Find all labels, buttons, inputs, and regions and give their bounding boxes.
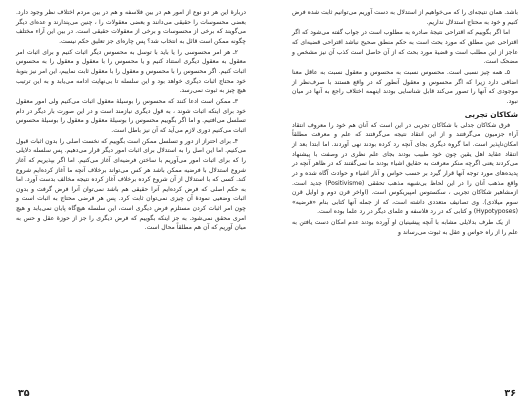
paragraph: ۵ـ همه چیز نسبی است. محسوس نسبت به محسوس و معقول نسبت به عاقل معنا اضافی دارد زیرا که اگر محسوس و معقول آنطور که در واقع هستند با صرف‌نظر از موجودی که آنها را تصور می‌کند قابل شناسایی بودند اینهمه اختلاف راجع به آنها در میان نبود. <box>292 68 518 105</box>
paragraph: ۳ـ ممکن است ادعا کنند که محسوس را بوسیلهٔ معقول اثبات می‌کنیم ولی امور معقول خود برای اینکه اثبات شوند ، به قول دیگری نیازمند است و در این صورت بار دیگر در دام تسلسل می‌افتیم. و اما اگر بگوییم محسوس را بوسیلهٔ معقول و معقول را بوسیلهٔ محسوس اثبات می‌کنیم دوری لازم می‌آید که آن نیز باطل است. <box>16 97 246 134</box>
section-heading: شکاکان تجربی <box>464 109 518 119</box>
paragraph: فرق شکاکان جدلی با شکاکان تجربی در این است که آنان هم خود را معروف انتقاد آراء جزمیون می‌گرفتند و از این انتقاد نتیجه می‌گرفتند که علم و معرفت مطلقاً امکان‌ناپذیر است. اما گروه دیگری بجای آنچه رد کرده بودند نهی آوردند. اما ابتدا بعد از انتقاد عقاید اهل یقین چون خود طبیب بودند بجای علم نظری در وصفت با پیشنهاد می‌کردند یعنی اگرچه منکر معرفت به حقایق اشیاء بودند ما نمی‌گفتند که در ظاهر آنچه در پدیده‌های مورد توجه آنها قرار گیرد بر حسب حواس و آنار اشیاء و حوادث آگاه شده و در واقع مذهب آنان را در این لحاظ بی‌شبهه مذهب تحققی (Positivisme) جدید است. ازمشاهیر شکاکان تجربی ، سکستوس امپیریکوس است. (اواخر قرن دوم و اوایل قرن سوم میلادی). وی تصانیف متعددی داشته است، که از جمله آنها کتابی بنام «فرضیه» (Hypotyposes) و کتابی که در رد فلاسفه و علمای دیگر در رد علما بوده است. <box>292 121 518 216</box>
paragraph: اما اگر بگوییم که اقتراحی نتیجهٔ صادره به مطلوب است در جواب گفته می‌شود که اگر اقتراحی عین مطلق که مورد بحث است به حکم منطق صحیح نباشد اقتراحی قضیه‌ای که عاجز از این مطلب است و قضیهٔ مورد بحث که از آن حاصل است کذب آن نیز مشخص و مضحک است. <box>292 29 518 66</box>
right-page <box>292 8 518 400</box>
left-page <box>16 8 246 400</box>
paragraph: باشد. همان نتیجه‌ای را که می‌خواهیم از استدلال به دست آوریم می‌توانیم ثابت شده فرض کنیم و خود به محتاج استدلال نداریم. <box>292 9 518 26</box>
paragraph: از یک طرف بدلایلی مشابه با آنچه پیشینیان او آورده بودند عدم امکان دست یافتن به علم را از راه حواس و عقل به ثبوت می‌رساند و <box>292 219 518 236</box>
paragraph: ۲ـ هر امر محسوسی را یا باید با توسل به محسوس دیگر اثبات کنیم و برای اثبات امر معقول به معقول دیگری استناد کنیم و یا محسوس را با معقول و معقول را به محسوس اثبات کنیم. اگر محسوس را با محسوس و معقول را با معقول ثابت نماییم، این امر نیز بنوبهٔ خود محتاج اثبات دیگری خواهد بود و این سلسله تا بی‌نهایت ادامه می‌یابد و به این ترتیب هیچ چیز به ثبوت نمی‌رسد. <box>16 48 246 95</box>
paragraph: دربارهٔ این هر دو نوع از امور هم در بین فلاسفه و هم در بین مردم اختلاف نظر وجود دارد. بعضی محسوسات را حقیقی می‌دانند و بعضی معقولات را ، چنین می‌پندارند و عده‌ای دیگر می‌گویند که برخی از محسوسات و برخی از معقولات حقیقی است. در بین این آراء مختلف چگونه ممکن است قائل به انتخاب شد؟ پس چاره‌ای جز تعلیق حکم نیست. <box>16 9 246 45</box>
page-number: ۳۶ <box>504 388 516 399</box>
paragraph: ۴ـ برای احتراز از دور و تسلسل ممکن است بگوییم که نخست اصلی را بدون اثبات قبول می‌کنیم. اما این اصل را به استدلال برای اثبات امور دیگر قرار می‌دهیم. پس سلسله دلایلی را که برای اثبات امور می‌آوریم با ساختن فرضیه‌ای آغاز می‌کنیم. اما اگر بپذیریم که آغاز شروع استدلال با فرضیه ممکن باشد هر کس می‌تواند برخلاف آنچه ما آغاز کرده‌ایم شروع کند. کسی که با استدلال از آن شروع کرده برخلاف آغاز کرده نتیجه مخالف بدست آورد. اما به حکم اصلی که فرض کرده‌ایم آنرا حقیقی هم باشد نمی‌توان آنرا فرض گرفت و بدون اثبات وضعیی نمودهٔ آن چیزی نمی‌توان ثابت کرد. پس هر فرضی محتاج به اثبات است و چون امر اثبات کردن مستلزم فرض دیگری است، این سلسله هیچ‌گاه پایان نمی‌یابد و هیچ امری محقق نمی‌شود. به جز اینکه بگوییم که فرض دیگری را جز از حوزهٔ عقل و حس به میان آوریم که آن هم مطلقاً محال است. <box>16 137 246 232</box>
page-number: ۳۵ <box>18 388 30 399</box>
